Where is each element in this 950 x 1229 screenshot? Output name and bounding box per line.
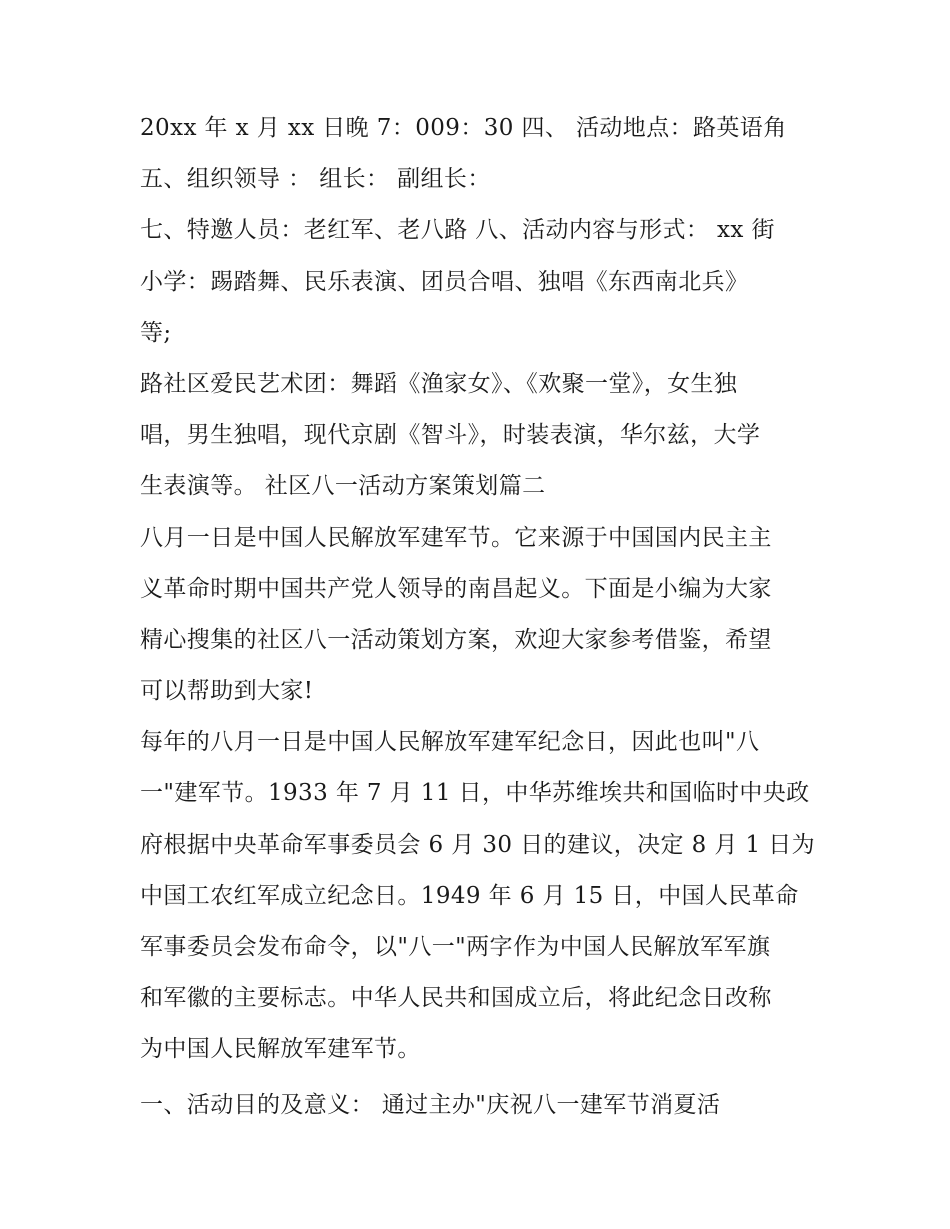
text-line: 和军徽的主要标志。中华人民共和国成立后，将此纪念日改称	[140, 985, 772, 1012]
text-line: 每年的八月一日是中国人民解放军建军纪念日，因此也叫"八	[140, 729, 760, 756]
document-body	[140, 103, 820, 1131]
text-line: 唱，男生独唱，现代京剧《智斗》，时装表演，华尔兹，大学	[140, 422, 761, 449]
text-line: 生表演等。 社区八一活动方案策划篇二	[140, 473, 546, 500]
text-line: 等;	[140, 319, 172, 346]
text-line: 路社区爱民艺术团：舞蹈《渔家女》、《欢聚一堂》，女生独	[140, 370, 738, 397]
text-line: 八月一日是中国人民解放军建军节。它来源于中国国内民主主	[140, 524, 772, 551]
text-line: 七、特邀人员：老红军、老八路 八、活动内容与形式： xx 街	[140, 217, 775, 244]
text-line: 小学：踢踏舞、民乐表演、团员合唱、独唱《东西南北兵》	[140, 268, 749, 295]
text-line: 一"建军节。1933 年 7 月 11 日，中华苏维埃共和国临时中央政	[140, 780, 810, 807]
text-line: 五、组织领导 ： 组长： 副组长：	[140, 166, 491, 193]
text-line: 为中国人民解放军建军节。	[140, 1036, 421, 1063]
text-line: 20xx 年 x 月 xx 日晚 7：009：30 四、 活动地点：路英语角	[140, 115, 787, 141]
text-line: 义革命时期中国共产党人领导的南昌起义。下面是小编为大家	[140, 575, 772, 602]
text-line: 精心搜集的社区八一活动策划方案，欢迎大家参考借鉴，希望	[140, 626, 772, 653]
text-line: 中国工农红军成立纪念日。1949 年 6 月 15 日，中国人民革命	[140, 882, 799, 909]
text-line: 可以帮助到大家!	[140, 678, 314, 705]
text-line: 府根据中央革命军事委员会 6 月 30 日的建议，决定 8 月 1 日为	[140, 831, 816, 858]
text-line: 军事委员会发布命令，以"八一"两字作为中国人民解放军军旗	[140, 934, 771, 960]
text-line: 一、活动目的及意义： 通过主办"庆祝八一建军节消夏活	[140, 1091, 721, 1118]
